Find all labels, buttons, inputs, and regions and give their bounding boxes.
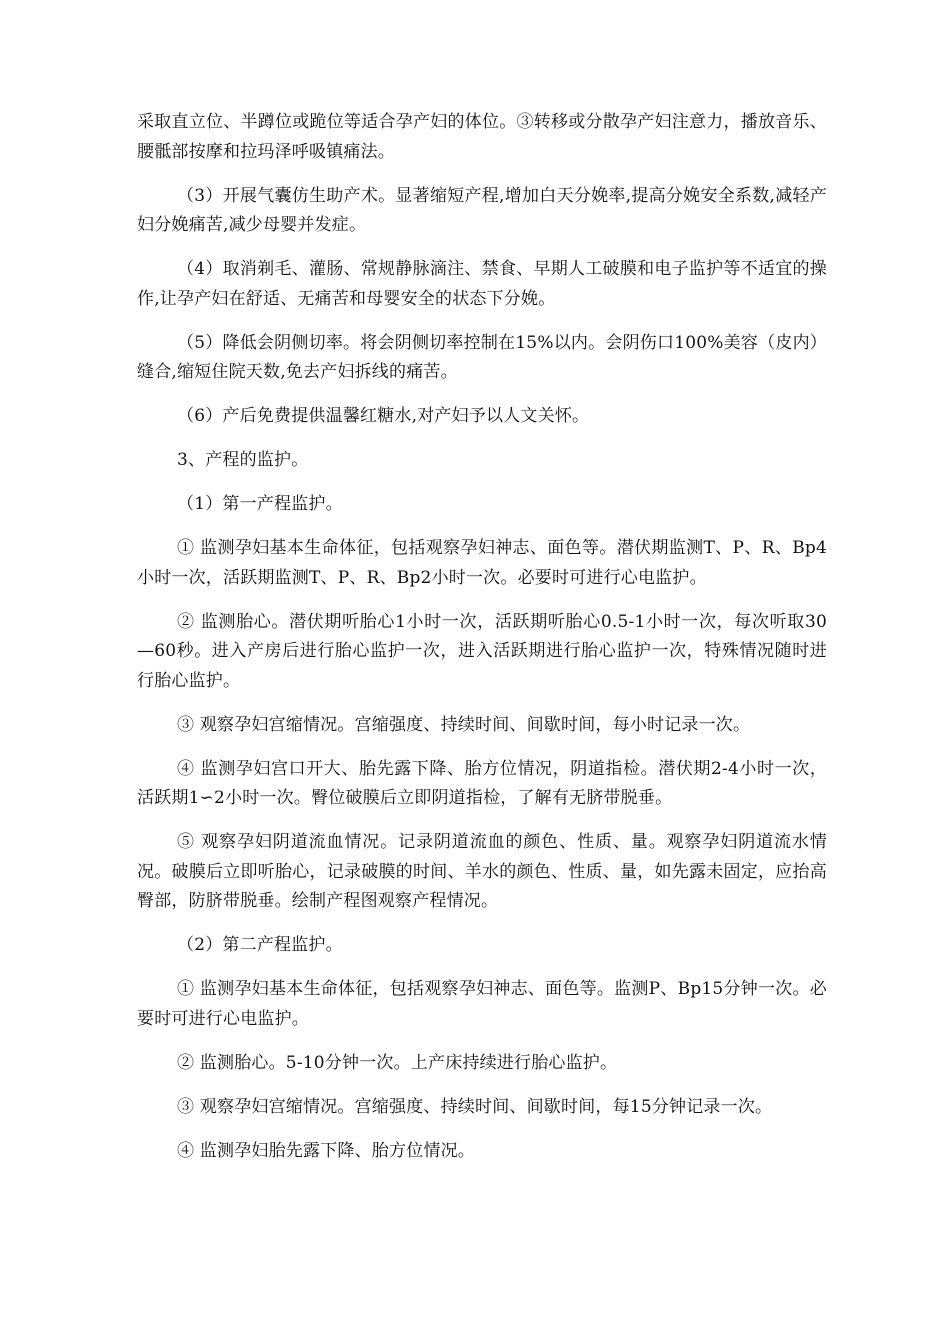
paragraph: （6）产后免费提供温馨红糖水,对产妇予以人文关怀。 <box>177 406 590 426</box>
list-item: ① 监测孕妇基本生命体征，包括观察孕妇神志、面色等。监测P、Bp15分钟一次。必要时可进行心电监护。 <box>137 979 827 1029</box>
paragraph: （5）降低会阴侧切率。将会阴侧切率控制在15%以内。会阴伤口100%美容（皮内）缝合,缩短住院天数,免去产妇拆线的痛苦。 <box>137 332 827 382</box>
list-item: ② 监测胎心。潜伏期听胎心1小时一次，活跃期听胎心0.5-1小时一次，每次听取30—60秒。进入产房后进行胎心监护一次，进入活跃期进行胎心监护一次，特殊情况随时进行胎心监护。 <box>137 611 827 691</box>
paragraph: （4）取消剃毛、灌肠、常规静脉滴注、禁食、早期人工破膜和电子监护等不适宜的操作,让孕产妇在舒适、无痛苦和母婴安全的状态下分娩。 <box>137 259 827 309</box>
document-body <box>137 108 827 1181</box>
list-item: ④ 监测孕妇宫口开大、胎先露下降、胎方位情况，阴道指检。潜伏期2-4小时一次，活跃期1∽2小时一次。臀位破膜后立即阴道指检，了解有无脐带脱垂。 <box>137 758 827 808</box>
list-item: ② 监测胎心。5-10分钟一次。上产床持续进行胎心监护。 <box>177 1052 618 1073</box>
list-item: ③ 观察孕妇宫缩情况。宫缩强度、持续时间、间歇时间，每15分钟记录一次。 <box>177 1096 773 1117</box>
paragraph: 采取直立位、半蹲位或跪位等适合孕产妇的体位。③转移或分散孕产妇注意力，播放音乐、腰骶部按摩和拉玛泽呼吸镇痛法。 <box>137 112 827 162</box>
section-heading: 3、产程的监护。 <box>177 450 309 470</box>
list-item: ③ 观察孕妇宫缩情况。宫缩强度、持续时间、间歇时间，每小时记录一次。 <box>177 714 751 735</box>
paragraph: （3）开展气囊仿生助产术。显著缩短产程,增加白天分娩率,提高分娩安全系数,减轻产妇分娩痛苦,减少母婴并发症。 <box>137 185 827 235</box>
list-item: ⑤ 观察孕妇阴道流血情况。记录阴道流血的颜色、性质、量。观察孕妇阴道流水情况。破膜后立即听胎心，记录破膜的时间、羊水的颜色、性质、量，如先露未固定，应抬高臀部，防脐带脱垂。绘制产程图观察产程情况。 <box>137 832 827 911</box>
list-item: ① 监测孕妇基本生命体征，包括观察孕妇神志、面色等。潜伏期监测T、P、R、Bp4小时一次，活跃期监测T、P、R、Bp2小时一次。必要时可进行心电监护。 <box>137 538 827 588</box>
subsection-heading: （2）第二产程监护。 <box>177 935 343 955</box>
list-item: ④ 监测孕妇胎先露下降、胎方位情况。 <box>177 1140 476 1161</box>
subsection-heading: （1）第一产程监护。 <box>177 494 343 514</box>
